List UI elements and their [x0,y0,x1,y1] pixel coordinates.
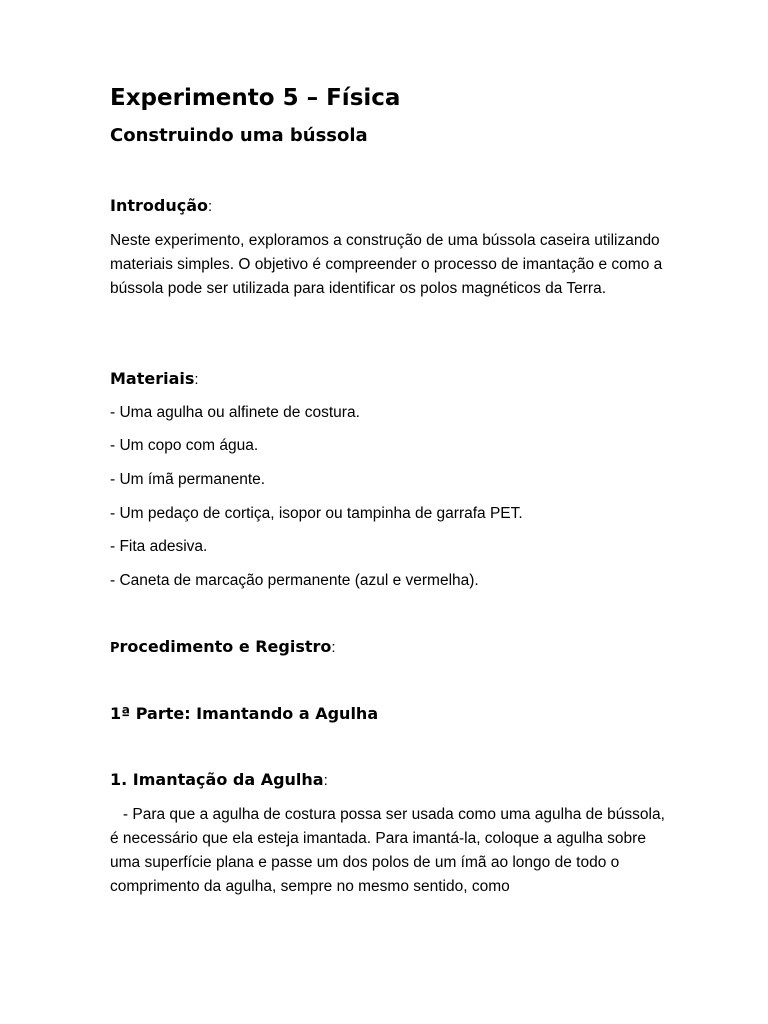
materials-heading-colon: : [194,371,199,388]
material-item: - Um pedaço de cortiça, isopor ou tampinha de garrafa PET. [110,505,523,522]
intro-heading [110,195,212,218]
document-title: Experimento 5 – Física [110,85,401,111]
materials-heading-text: Materiais [110,369,195,388]
document-subtitle: Construindo uma bússola [110,125,368,146]
procedure-heading-text: rocedimento e Registro [119,637,332,656]
material-item: - Fita adesiva. [110,538,208,555]
material-item: - Um copo com água. [110,437,259,454]
material-item: - Caneta de marcação permanente (azul e vermelha). [110,572,479,589]
step1-heading [110,769,328,792]
materials-heading [110,368,199,391]
step1-paragraph: - Para que a agulha de costura possa ser usada como uma agulha de bússola, é necessário que ela esteja imantada. Para imantá-la, coloque a agulha sobre uma superfície plana e passe um dos polos de um ímã ao longo de todo o comprimento da agulha, sempre no mesmo sentido, como [110,806,670,895]
part1-heading: 1ª Parte: Imantando a Agulha [110,704,379,723]
procedure-heading-initial: P [110,641,120,656]
intro-paragraph: Neste experimento, exploramos a construção de uma bússola caseira utilizando materiais simples. O objetivo é compreender o processo de imantação e como a bússola pode ser utilizada para identificar os polos magnéticos da Terra. [110,232,663,297]
procedure-heading-colon: : [331,639,336,656]
procedure-heading [110,636,336,660]
material-item: - Um ímã permanente. [110,471,266,488]
step1-heading-colon: : [323,772,328,789]
material-item: - Uma agulha ou alfinete de costura. [110,404,360,421]
intro-heading-text: Introdução [110,196,208,215]
intro-heading-colon: : [208,198,213,215]
step1-heading-text: 1. Imantação da Agulha [110,770,324,789]
